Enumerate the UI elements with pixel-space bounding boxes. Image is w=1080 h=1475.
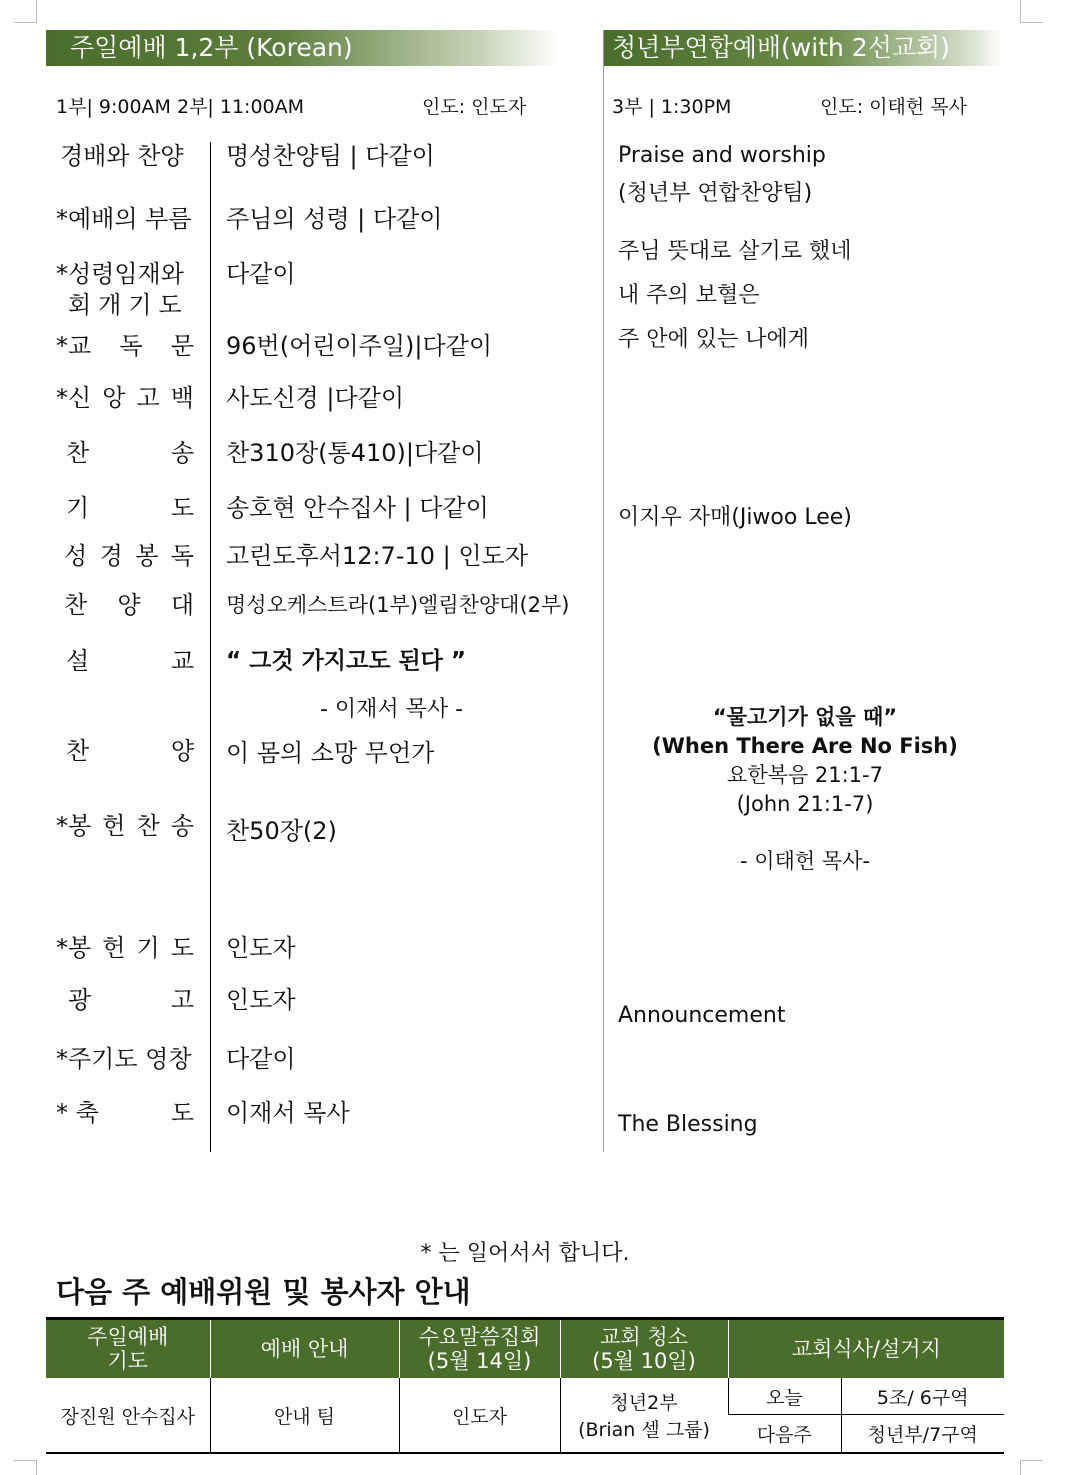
sunday-worship-header: 주일예배 1,2부 (Korean) <box>46 30 558 66</box>
left-service-leader: 인도: 인도자 <box>422 96 527 118</box>
order-label-6: 찬 송 <box>66 439 194 467</box>
order-value-7: 송호현 안수집사 | 다같이 <box>226 494 489 522</box>
order-label-5: *신 앙 고 백 <box>56 384 194 412</box>
order-label-11: 찬 양 <box>66 737 194 765</box>
order-value-15: 다같이 <box>226 1045 296 1073</box>
order-value-2: 주님의 성령 | 다같이 <box>226 205 443 233</box>
corner-mark-top-right <box>1020 0 1043 23</box>
order-value-8: 고린도후서12:7-10 | 인도자 <box>226 542 528 570</box>
cell-cleaning: 청년2부 (Brian 셀 그룹) <box>560 1378 728 1453</box>
table-row <box>46 1378 1004 1415</box>
corner-mark-bottom-right <box>1020 1460 1043 1475</box>
order-value-3: 다같이 <box>226 260 296 288</box>
header-usher: 예배 안내 <box>210 1319 399 1379</box>
header-prayer: 주일예배 기도 <box>46 1319 210 1379</box>
order-label-2: *예배의 부름 <box>56 205 192 233</box>
standing-note: * 는 일어서서 합니다. <box>420 1241 630 1266</box>
cell-usher: 안내 팀 <box>210 1378 399 1453</box>
cell-meal-today-value: 5조/ 6구역 <box>841 1378 1004 1415</box>
next-week-table <box>46 1317 1004 1454</box>
order-label-14: 광 고 <box>68 986 194 1014</box>
youth-preacher: - 이태헌 목사- <box>740 849 870 873</box>
corner-mark-bottom-left <box>14 1460 37 1475</box>
order-value-5: 사도신경 |다같이 <box>226 384 405 412</box>
header-meal: 교회식사/설거지 <box>728 1319 1004 1379</box>
right-service-leader: 인도: 이태헌 목사 <box>820 96 967 118</box>
cell-meal-today-label: 오늘 <box>728 1378 841 1415</box>
label-divider <box>210 142 211 1152</box>
cell-prayer: 장진원 안수집사 <box>60 1405 196 1428</box>
order-value-16: 이재서 목사 <box>226 1099 350 1127</box>
order-value-13: 인도자 <box>226 934 296 962</box>
sermon-preacher: - 이재서 목사 - <box>320 697 464 722</box>
order-label-3b: 회개기도 <box>68 291 189 319</box>
sermon-title: “ 그것 가지고도 된다 ” <box>226 648 467 674</box>
order-label-1: 경배와 찬양 <box>60 142 184 170</box>
corner-mark-top-left <box>14 0 37 23</box>
cell-meal-next-value: 청년부/7구역 <box>841 1415 1004 1454</box>
order-label-3a: *성령임재와 <box>56 260 184 288</box>
youth-song-1: 주님 뜻대로 살기로 했네 <box>618 239 852 264</box>
youth-praise-team: (청년부 연합찬양팀) <box>618 181 813 206</box>
youth-blessing: The Blessing <box>618 1112 758 1137</box>
right-service-times: 3부 | 1:30PM <box>612 96 732 118</box>
youth-scripture: 요한복음 21:1-7 <box>727 763 883 787</box>
order-label-7: 기 도 <box>66 494 194 522</box>
youth-prayer: 이지우 자매(Jiwoo Lee) <box>618 505 852 530</box>
header-wednesday: 수요말씀집회 (5월 14일) <box>399 1319 560 1379</box>
order-label-10: 설 교 <box>66 647 194 675</box>
left-service-times: 1부| 9:00AM 2부| 11:00AM <box>56 96 305 118</box>
header-cleaning: 교회 청소 (5월 10일) <box>560 1319 728 1379</box>
order-value-11: 이 몸의 소망 무언가 <box>226 739 435 767</box>
cell-meal-next-label: 다음주 <box>728 1415 841 1454</box>
order-label-4: *교 독 문 <box>56 332 194 360</box>
column-divider <box>603 30 604 1152</box>
order-value-9: 명성오케스트라(1부)엘림찬양대(2부) <box>226 593 570 617</box>
order-label-9: 찬 양 대 <box>64 591 194 619</box>
youth-song-3: 주 안에 있는 나에게 <box>618 327 809 352</box>
order-value-12: 찬50장(2) <box>226 817 337 845</box>
youth-worship-header: 청년부연합예배(with 2선교회) <box>604 30 1002 66</box>
youth-announcement: Announcement <box>618 1003 786 1028</box>
next-week-title: 다음 주 예배위원 및 봉사자 안내 <box>56 1275 471 1309</box>
order-value-14: 인도자 <box>226 986 296 1014</box>
cell-wednesday: 인도자 <box>399 1378 560 1453</box>
order-label-12: *봉 헌 찬 송 <box>56 812 194 840</box>
table-header-row <box>46 1319 1004 1379</box>
order-label-8: 성 경 봉 독 <box>64 542 194 570</box>
order-value-6: 찬310장(통410)|다같이 <box>226 439 484 467</box>
order-label-13: *봉 헌 기 도 <box>56 934 194 962</box>
youth-sermon-title: “물고기가 없을 때” <box>712 705 898 729</box>
youth-praise: Praise and worship <box>618 143 826 168</box>
order-value-1: 명성찬양팀 | 다같이 <box>226 142 435 170</box>
order-value-4: 96번(어린이주일)|다같이 <box>226 332 493 360</box>
youth-scripture-en: (John 21:1-7) <box>736 792 874 816</box>
order-label-16: * 축 도 <box>56 1099 194 1127</box>
order-label-15: *주기도 영창 <box>56 1045 192 1073</box>
youth-song-2: 내 주의 보혈은 <box>618 283 760 308</box>
youth-sermon-title-en: (When There Are No Fish) <box>652 734 958 758</box>
